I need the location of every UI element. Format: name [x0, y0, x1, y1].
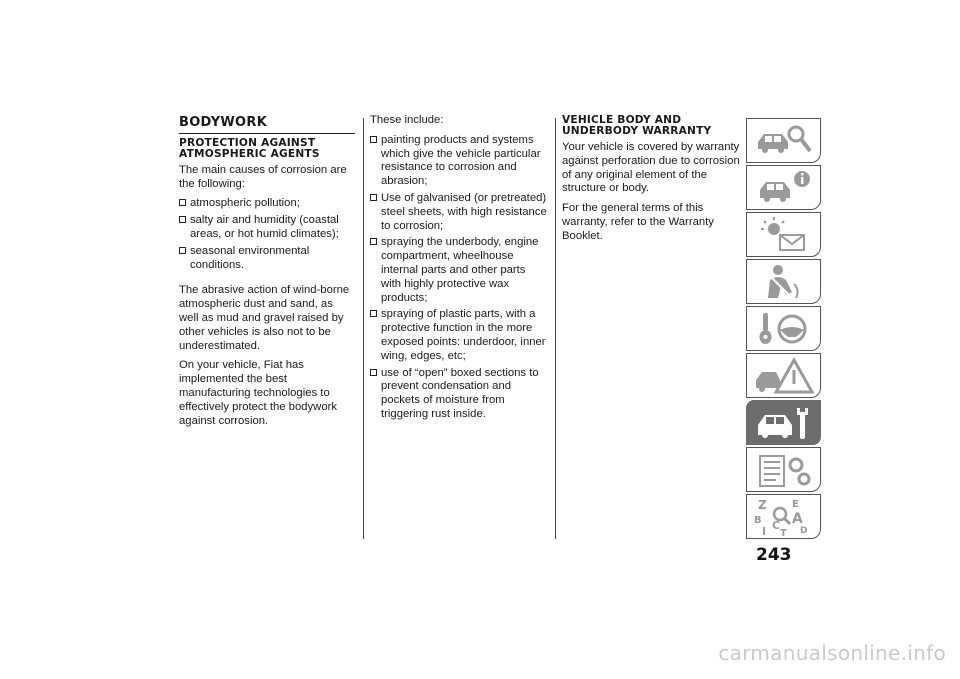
- tab-emergency[interactable]: [746, 353, 821, 398]
- watermark: carmanualsonline.info: [718, 641, 946, 665]
- index-letter: C: [771, 518, 780, 532]
- tab-starting-driving[interactable]: [746, 306, 821, 351]
- subsection-heading: PROTECTION AGAINST ATMOSPHERIC AGENTS: [179, 136, 320, 160]
- car-info-icon: [750, 168, 818, 208]
- column-1: [179, 114, 355, 434]
- tab-instrument-panel[interactable]: [746, 212, 821, 257]
- paragraph: On your vehicle, Fiat has implemented the best manufacturing technologies to effectively protect the bodywork against corrosion.: [179, 359, 338, 427]
- list-item: spraying the underbody, engine compartment, wheelhouse internal parts and other parts with highly protective wax products;: [370, 236, 548, 305]
- section-heading: BODYWORK: [179, 116, 355, 134]
- tab-safety[interactable]: [746, 259, 821, 304]
- list-item: salty air and humidity (coastal areas, or hot humid climates);: [179, 214, 355, 242]
- column-divider: [363, 118, 364, 539]
- tab-servicing-care[interactable]: [746, 400, 821, 445]
- car-search-icon: [750, 121, 818, 161]
- person-seatbelt-icon: [750, 262, 818, 302]
- index-letter: D: [799, 525, 807, 536]
- tab-knowing-your-car[interactable]: [746, 118, 821, 163]
- car-wrench-icon: [750, 403, 818, 443]
- paragraph: The abrasive action of wind-borne atmospheric dust and sand, as well as mud and gravel raised by other vehicles is also not to be underestimated.: [179, 284, 350, 352]
- paragraph: Your vehicle is covered by warranty against perforation due to corrosion of any original element of the structure or body.: [562, 141, 740, 195]
- tab-technical-data[interactable]: [746, 447, 821, 492]
- chapter-tabs: [746, 118, 821, 541]
- index-letter: T: [779, 527, 787, 537]
- list-item: atmospheric pollution;: [179, 197, 355, 211]
- page-number: 243: [756, 545, 792, 565]
- list-item: Use of galvanised (or pretreated) steel sheets, with high resistance to corrosion;: [370, 192, 548, 233]
- bullet-list: [179, 197, 355, 272]
- section-heading: VEHICLE BODY AND UNDERBODY WARRANTY: [562, 114, 712, 137]
- index-letter: E: [791, 498, 799, 510]
- index-letter: B: [753, 514, 762, 526]
- list-item: use of “open” boxed sections to prevent condensation and pockets of moisture from triggering rust inside.: [370, 367, 548, 422]
- car-warning-triangle-icon: [750, 356, 818, 396]
- column-3: [562, 114, 742, 250]
- tab-info[interactable]: [746, 165, 821, 210]
- intro-text: These include:: [370, 114, 444, 126]
- index-letter: I: [761, 524, 766, 537]
- alphabet-index-icon: [750, 497, 818, 537]
- index-letter: Z: [757, 497, 767, 512]
- column-divider: [555, 118, 556, 539]
- intro-text: The main causes of corrosion are the following:: [179, 163, 347, 190]
- bullet-list: [370, 134, 548, 422]
- list-gear-icon: [750, 450, 818, 490]
- key-steering-wheel-icon: [750, 309, 818, 349]
- column-2: [370, 114, 548, 434]
- index-letter: A: [791, 510, 803, 527]
- paragraph: For the general terms of this warranty, refer to the Warranty Booklet.: [562, 202, 714, 242]
- list-item: spraying of plastic parts, with a protective function in the more exposed points: underdoor, inner wing, edges, etc;: [370, 308, 548, 363]
- list-item: painting products and systems which give the vehicle particular resistance to corrosion and abrasion;: [370, 134, 548, 189]
- list-item: seasonal environmental conditions.: [179, 245, 355, 273]
- tab-index[interactable]: [746, 494, 821, 539]
- light-envelope-icon: [750, 215, 818, 255]
